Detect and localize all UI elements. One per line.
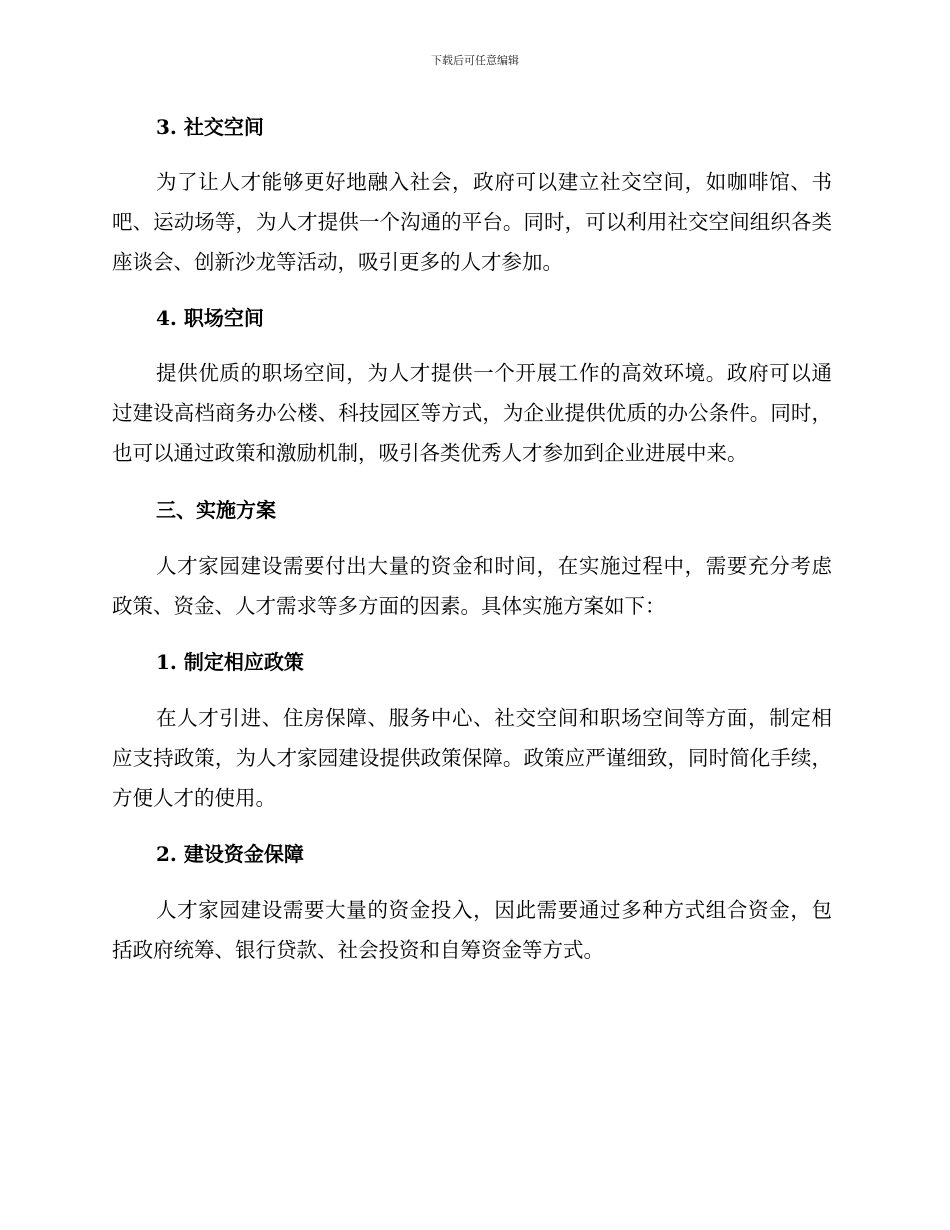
section-paragraph-funding: 人才家园建设需要大量的资金投入，因此需要通过多种方式组合资金，包括政府统筹、银行贷款、社会投资和自筹资金等方式。 <box>112 898 832 962</box>
section-paragraph-workplace-space: 提供优质的职场空间，为人才提供一个开展工作的高效环境。政府可以通过建设高档商务办公楼、科技园区等方式，为企业提供优质的办公条件。同时，也可以通过政策和激励机制，吸引各类优秀人才参加到企业进展中来。 <box>112 361 832 465</box>
section-paragraph-implementation-plan: 人才家园建设需要付出大量的资金和时间，在实施过程中，需要充分考虑政策、资金、人才需求等多方面的因素。具体实施方案如下： <box>112 554 832 618</box>
section-paragraph-policy: 在人才引进、住房保障、服务中心、社交空间和职场空间等方面，制定相应支持政策，为人才家园建设提供政策保障。政策应严谨细致，同时简化手续，方便人才的使用。 <box>112 706 832 810</box>
document-body <box>112 110 832 970</box>
page-header-note: 下载后可任意编辑 <box>431 54 519 67</box>
section-heading-social-space: 3. 社交空间 <box>156 115 264 139</box>
section-heading-workplace-space: 4. 职场空间 <box>156 306 264 330</box>
section-paragraph-social-space: 为了让人才能够更好地融入社会，政府可以建立社交空间，如咖啡馆、书吧、运动场等，为人才提供一个沟通的平台。同时，可以利用社交空间组织各类座谈会、创新沙龙等活动，吸引更多的人才参加。 <box>112 170 832 274</box>
section-heading-funding: 2. 建设资金保障 <box>156 842 304 866</box>
section-heading-implementation-plan: 三、实施方案 <box>156 498 276 522</box>
section-heading-policy: 1. 制定相应政策 <box>156 650 304 674</box>
